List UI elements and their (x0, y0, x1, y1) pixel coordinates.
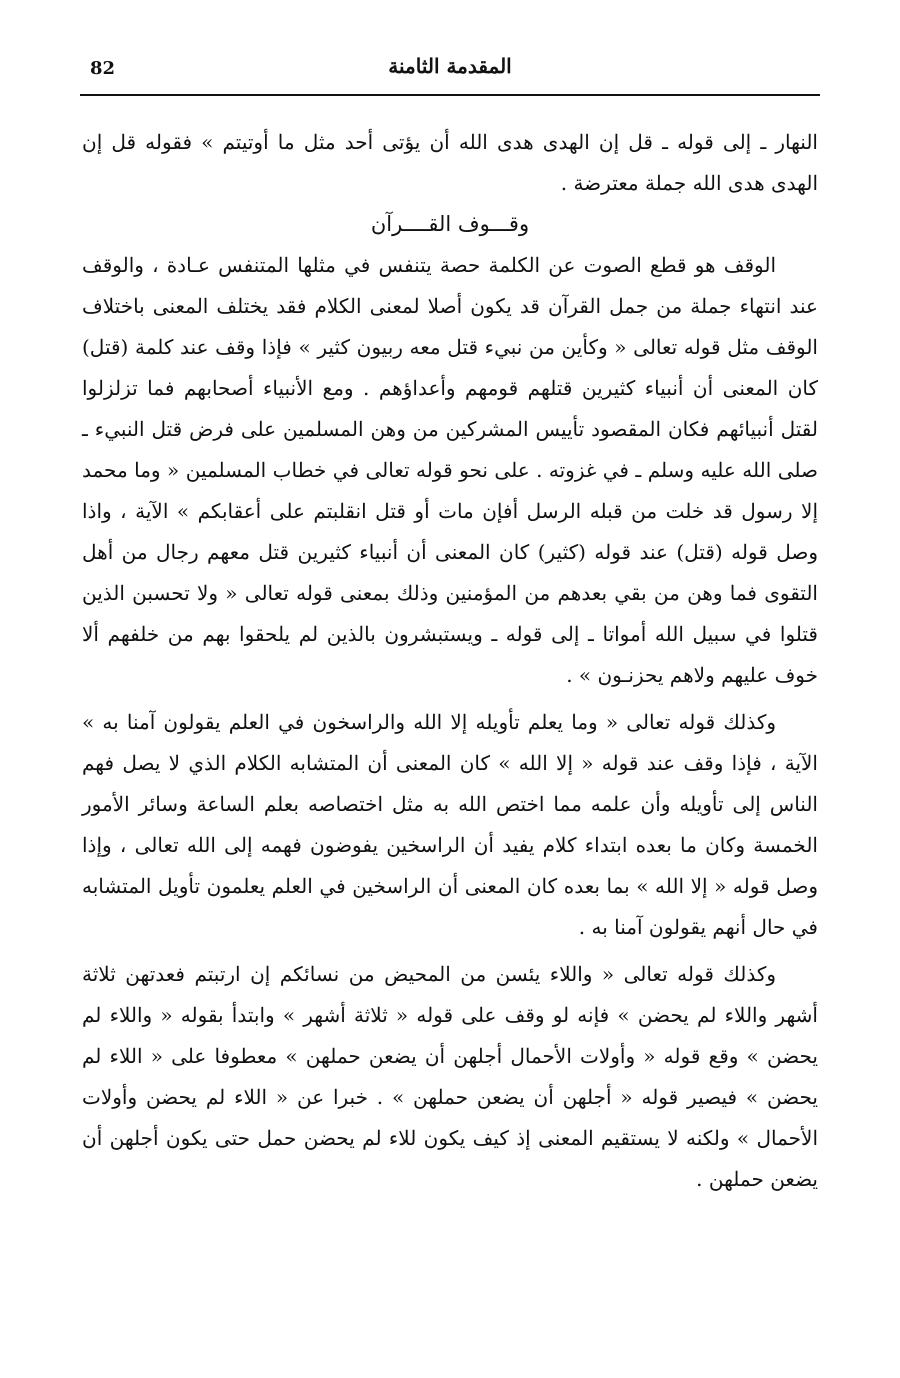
chapter-title: المقدمة الثامنة (388, 54, 512, 78)
paragraph-3: وكذلك قوله تعالى « واللاء يئسن من المحيض من نسائكم إن ارتبتم فعدتهن ثلاثة أشهر واللاء لم يحضن » فإنه لو وقف على قوله « ثلاثة أشهر » وابتدأ بقوله « واللاء لم يحضن » وقع قوله « وأولات الأحمال أجلهن أن يضعن حملهن » معطوفا على « اللاء لم يحضن » فيصير قوله « أجلهن أن يضعن حملهن » . خبرا عن « اللاء لم يحضن وأولات الأحمال » ولكنه لا يستقيم المعنى إذ كيف يكون للاء لم يحضن حمل حتى يكون أجلهن أن يضعن حملهن . (82, 962, 818, 1191)
paragraph-1: الوقف هو قطع الصوت عن الكلمة حصة يتنفس في مثلها المتنفس عـادة ، والوقف عند انتهاء جملة من جمل القرآن قد يكون أصلا لمعنى الكلام فقد يختلف المعنى باختلاف الوقف مثل قوله تعالى « وكأين من نبيء قتل معه ربيون كثير » فإذا وقف عند كلمة (قتل) كان المعنى أن أنبياء كثيرين قتلهم قومهم وأعداؤهم . ومع الأنبياء أصحابهم فما تزلزلوا لقتل أنبيائهم فكان المقصود تأييس المشركين من وهن المسلمين على فرض قتل النبيء ـ صلى الله عليه وسلم ـ في غزوته . على نحو قوله تعالى في خطاب المسلمين « وما محمد إلا رسول قد خلت من قبله الرسل أفإن مات أو قتل انقلبتم على أعقابكم » الآية ، واذا وصل قوله (قتل) عند قوله (كثير) كان المعنى أن أنبياء كثيرين قتل معهم رجال من أهل التقوى فما وهن من بقي بعدهم من المؤمنين وذلك بمعنى قوله تعالى « ولا تحسبن الذين قتلوا في سبيل الله أمواتا ـ إلى قوله ـ ويستبشرون بالذين لم يلحقوا بهم من خلفهم ألا خوف عليهم ولاهم يحزنـون » . (82, 253, 818, 687)
paragraph-2: وكذلك قوله تعالى « وما يعلم تأويله إلا الله والراسخون في العلم يقولون آمنا به » الآية ، فإذا وقف عند قوله « إلا الله » كان المعنى أن المتشابه الكلام الذي لا يصل فهم الناس إلى تأويله وأن علمه مما اختص الله به مثل اختصاصه بعلم الساعة وسائر الأمور الخمسة وكان ما بعده ابتداء كلام يفيد أن الراسخين يفوضون فهمه إلى الله تعالى ، وإذا وصل قوله « إلا الله » بما بعده كان المعنى أن الراسخين في العلم يعلمون تأويل المتشابه في حال أنهم يقولون آمنا به . (82, 710, 818, 939)
page-number: 82 (90, 58, 116, 79)
intro-paragraph: النهار ـ إلى قوله ـ قل إن الهدى هدى الله أن يؤتى أحد مثل ما أوتيتم » فقوله قل إن الهدى هدى الله جملة معترضة . (82, 130, 818, 195)
page-header (80, 50, 820, 96)
section-heading: وقـــوف القــــرآن (370, 212, 530, 236)
page-body (82, 122, 818, 1200)
